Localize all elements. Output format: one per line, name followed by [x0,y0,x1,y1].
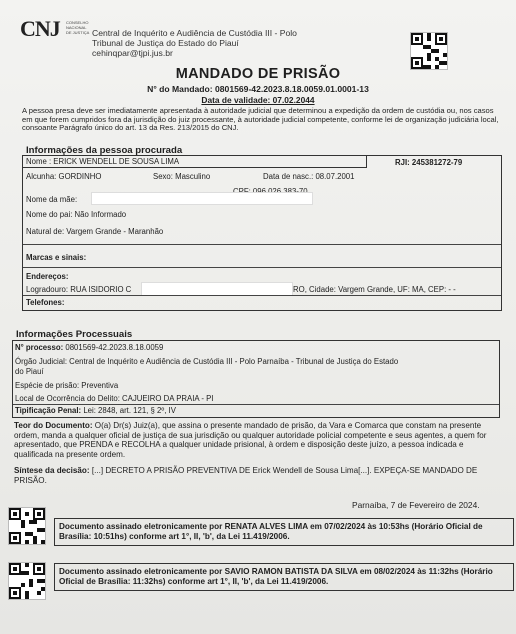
redaction-box [141,282,293,296]
process-crime-location: Local de Ocorrência do Delito: CAJUEIRO DA PRAIA - PI [15,394,214,403]
court-line-2: Tribunal de Justiça do Estado do Piauí [92,38,239,48]
qr-code-icon [410,32,448,70]
process-number: N° processo: 0801569-42.2023.8.18.0059 [15,343,164,352]
process-arrest-type: Espécie de prisão: Preventiva [15,381,119,390]
divider [23,267,501,268]
process-court: Órgão Judicial: Central de Inquérito e Audiência de Custódia III - Polo Parnaíba - Tribunal de Justiça do Estado [15,357,399,366]
document-title: MANDADO DE PRISÃO [175,66,341,82]
divider [23,244,501,245]
person-phones: Telefones: [26,298,65,307]
signature-block-1: Documento assinado eletronicamente por RENATA ALVES LIMA em 07/02/2024 às 10:53hs (Horário Oficial de Brasília: 10:51hs) conforme art 1°, II, 'b', da Lei 11.419/2006. [54,518,514,546]
process-penal-type: Tipificação Penal: Lei: 2848, art. 121, § 2º, IV [15,406,176,415]
cnj-logo [20,14,92,44]
person-father: Nome do pai: Não Informado [26,210,127,219]
person-rji: RJI: 245381272-79 [395,158,463,167]
person-address-part-2: RO, Cidade: Vargem Grande, UF: MA, CEP: - - [293,285,456,294]
divider [13,404,499,405]
qr-code-icon [8,507,46,545]
process-box [12,340,500,418]
person-section-title: Informações da pessoa procurada [26,145,183,156]
person-sexo: Sexo: Masculino [153,172,211,181]
person-alcunha: Alcunha: GORDINHO [26,172,102,181]
person-address-part-1: Logradouro: RUA ISIDORIO C [26,285,132,294]
court-header [92,28,297,58]
validity-date: Data de validade: 07.02.2044 [201,95,315,105]
process-court-cont: do Piauí [15,367,44,376]
person-box [22,155,502,311]
intro-paragraph: A pessoa presa deve ser imediatamente apresentada à autoridade judicial que determinou a expedição da ordem de custódia ou, nos casos em que forem cumpridos fora da jurisdição do juiz processante, à autoridade judicial competente, conforme lei de organização judiciária local, consoante Parágrafo único do art. 13 da Res. 213/2015 do CNJ. [22,106,499,133]
mandado-number: N° do Mandado: 0801569-42.2023.8.18.0059.01.0001-13 [147,84,369,94]
person-addresses-label: Endereços: [26,272,69,281]
teor-paragraph: Teor do Documento: O(a) Dr(s) Juiz(a), que assina o presente mandado de prisão, da Vara e Comarca que constam na presente ordem, manda a qualquer oficial de justiça de sua jurisdição ou qualquer autoridade policial competente e seus agentes, a quem for apresentado, que PRENDA e RECOLHA a qualquer unidade prisional, à ordem e disposição deste juízo, a pessoa indicada e qualificada na presente ordem. [14,421,487,459]
logo-text: CNJ [20,16,60,41]
court-line-1: Central de Inquérito e Audiência de Custódia III - Polo [92,28,297,38]
person-marks: Marcas e sinais: [26,253,87,262]
place-date: Parnaíba, 7 de Fevereiro de 2024. [352,500,480,510]
person-name: Nome : ERICK WENDELL DE SOUSA LIMA [23,156,367,168]
logo-subtext: CONSELHO NACIONAL DE JUSTIÇA [66,20,90,35]
sintese-paragraph: Síntese da decisão: [...] DECRETO A PRISÃO PREVENTIVA DE Erick Wendell de Sousa Lima[...]. EXPEÇA-SE MANDADO DE PRISÃO. [14,466,478,485]
qr-code-icon [8,562,46,600]
process-section-title: Informações Processuais [16,329,133,340]
person-birthplace: Natural de: Vargem Grande - Maranhão [26,227,164,236]
court-email: cehinqpar@tjpi.jus.br [92,48,173,58]
divider [23,295,501,296]
signature-block-2: Documento assinado eletronicamente por SAVIO RAMON BATISTA DA SILVA em 08/02/2024 às 11:32hs (Horário Oficial de Brasília: 11:32hs) conforme art 1°, II, 'b', da Lei 11.419/2006. [54,563,514,591]
person-birth-date: Data de nasc.: 08.07.2001 [263,172,355,181]
person-mother: Nome da mãe: [26,195,78,204]
redaction-box [91,192,313,205]
